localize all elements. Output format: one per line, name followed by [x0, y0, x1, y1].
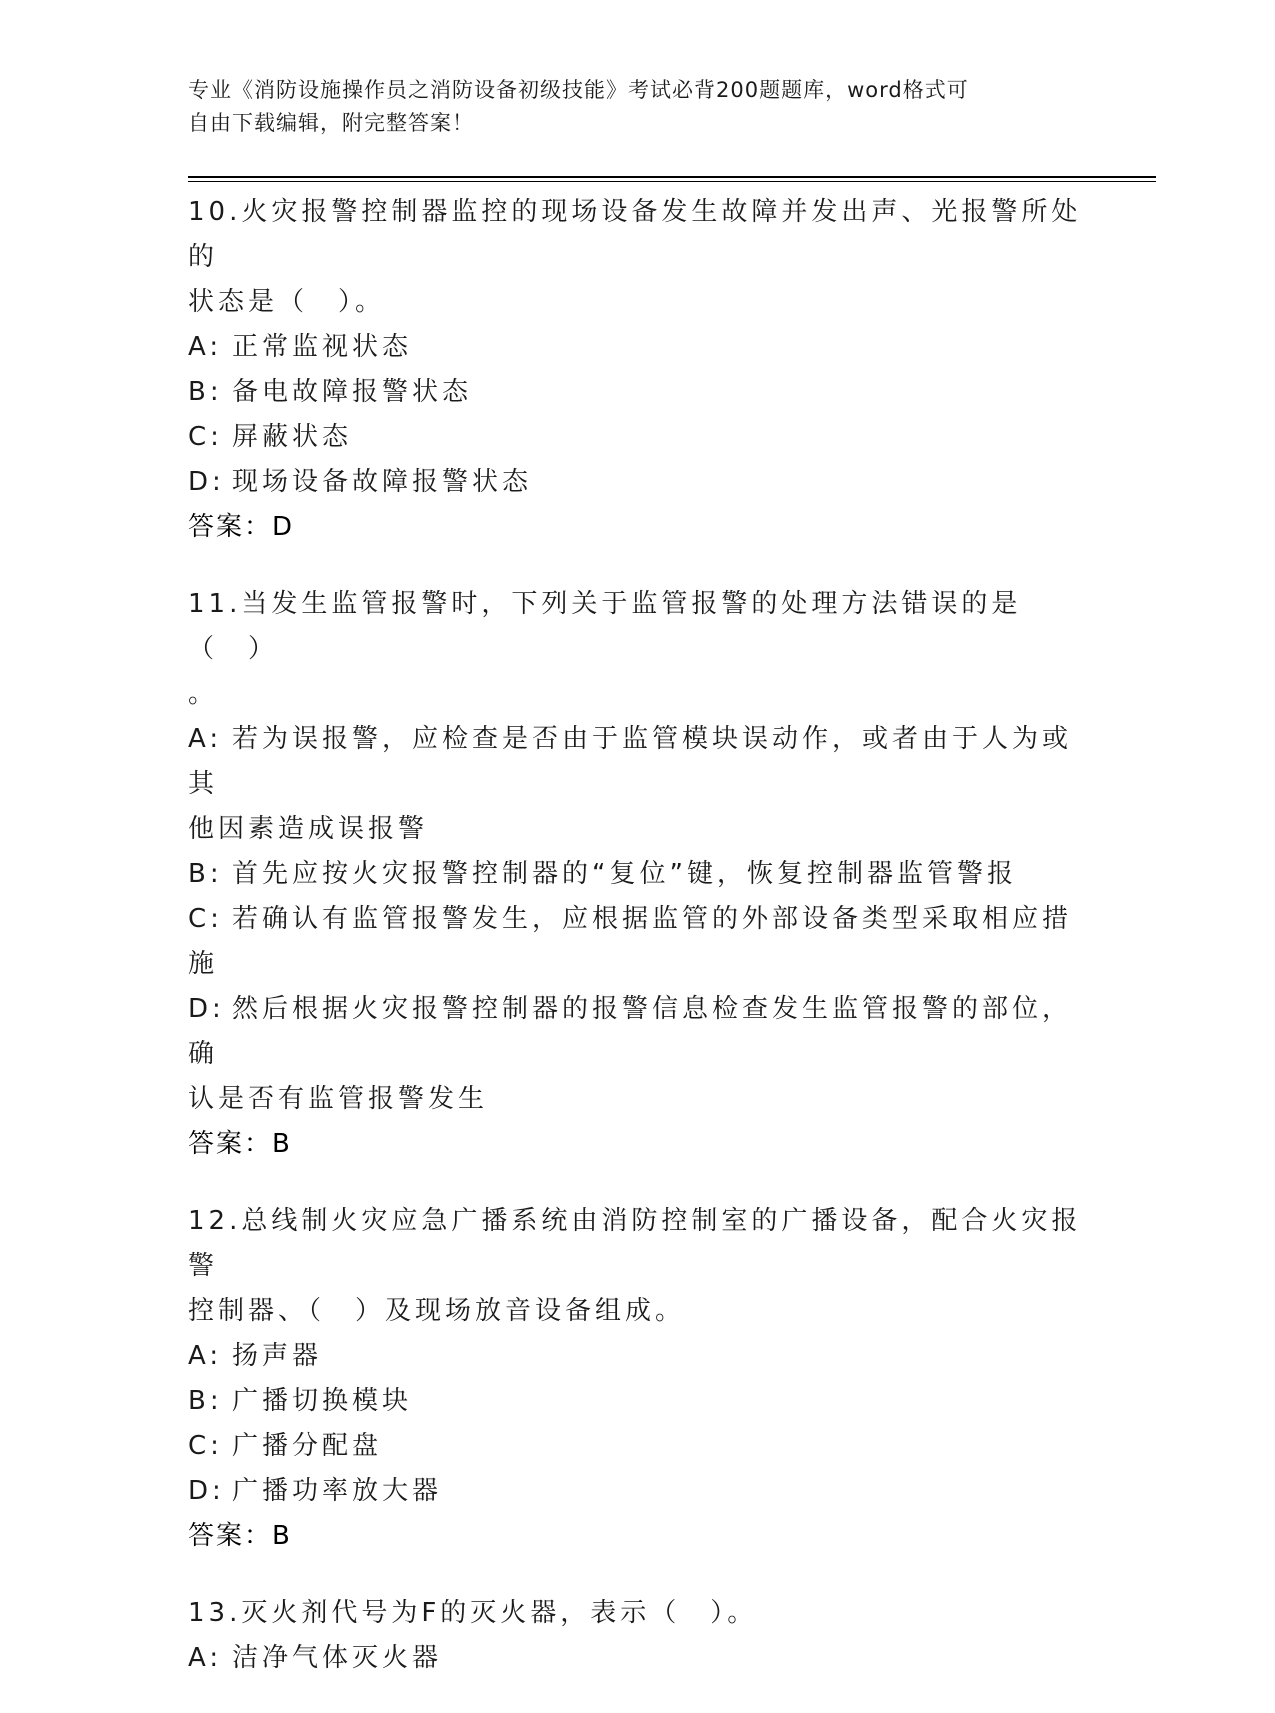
- header-rule-thin: [188, 181, 1156, 182]
- option-text: 广播分配盘: [232, 1431, 383, 1461]
- option-key: D:: [188, 467, 225, 497]
- question-stem: 10.火灾报警控制器监控的现场设备发生故障并发出声、光报警所处的: [188, 197, 1082, 272]
- option-b: [188, 370, 1088, 415]
- option-key: D:: [188, 994, 225, 1024]
- header-rule-thick: [188, 176, 1156, 178]
- question-stem: 11.当发生监管报警时，下列关于监管报警的处理方法错误的是（ ）: [188, 589, 1022, 664]
- header-line-1: 专业《消防设施操作员之消防设备初级技能》考试必背200题题库，word格式可: [188, 78, 969, 102]
- option-key: B:: [188, 1386, 223, 1416]
- document-header: [188, 74, 1078, 140]
- option-key: A:: [188, 1341, 223, 1371]
- option-d: [188, 460, 1088, 505]
- option-a: [188, 1334, 1088, 1379]
- answer: 答案：B: [188, 1129, 292, 1159]
- option-text: 首先应按火灾报警控制器的“复位”键，恢复控制器监管警报: [232, 859, 1017, 889]
- option-key: B:: [188, 859, 223, 889]
- option-a: [188, 717, 1088, 807]
- option-d-cont: 认是否有监管报警发生: [188, 1084, 489, 1114]
- question-stem: 13.灭火剂代号为F的灭火器，表示（ ）。: [188, 1598, 758, 1628]
- option-key: A:: [188, 724, 223, 754]
- option-d: [188, 987, 1088, 1077]
- option-key: A:: [188, 1643, 223, 1673]
- option-key: B:: [188, 377, 223, 407]
- option-a-cont: 他因素造成误报警: [188, 814, 429, 844]
- answer: 答案：B: [188, 1521, 292, 1551]
- question-stem-cont: 控制器、（ ）及现场放音设备组成。: [188, 1296, 686, 1326]
- option-b: [188, 1379, 1088, 1424]
- option-key: C:: [188, 422, 223, 452]
- option-text: 广播切换模块: [232, 1386, 413, 1416]
- option-text: 备电故障报警状态: [232, 377, 473, 407]
- option-text: 若为误报警，应检查是否由于监管模块误动作，或者由于人为或其: [188, 724, 1073, 799]
- option-text: 广播功率放大器: [232, 1476, 443, 1506]
- option-c: [188, 415, 1088, 460]
- header-line-2: 自由下载编辑，附完整答案！: [188, 111, 474, 135]
- question-11: [188, 582, 1088, 1167]
- question-stem-cont: 。: [188, 679, 219, 709]
- question-stem-cont: 状态是（ ）。: [188, 287, 386, 317]
- option-text: 扬声器: [232, 1341, 323, 1371]
- answer: 答案：D: [188, 512, 295, 542]
- option-key: A:: [188, 332, 223, 362]
- option-text: 洁净气体灭火器: [232, 1643, 443, 1673]
- question-12: [188, 1199, 1088, 1559]
- option-key: C:: [188, 1431, 223, 1461]
- option-text: 正常监视状态: [232, 332, 413, 362]
- option-c: [188, 1424, 1088, 1469]
- option-text: 现场设备故障报警状态: [232, 467, 533, 497]
- option-text: 屏蔽状态: [232, 422, 353, 452]
- question-10: [188, 190, 1088, 550]
- option-text: 然后根据火灾报警控制器的报警信息检查发生监管报警的部位，确: [188, 994, 1073, 1069]
- option-text: 若确认有监管报警发生，应根据监管的外部设备类型采取相应措施: [188, 904, 1073, 979]
- option-key: D:: [188, 1476, 225, 1506]
- question-list: [188, 190, 1088, 1713]
- option-b: [188, 852, 1088, 897]
- question-13: [188, 1591, 1088, 1681]
- option-a: [188, 1636, 1088, 1681]
- option-c: [188, 897, 1088, 987]
- option-a: [188, 325, 1088, 370]
- option-key: C:: [188, 904, 223, 934]
- option-d: [188, 1469, 1088, 1514]
- question-stem: 12.总线制火灾应急广播系统由消防控制室的广播设备，配合火灾报警: [188, 1206, 1082, 1281]
